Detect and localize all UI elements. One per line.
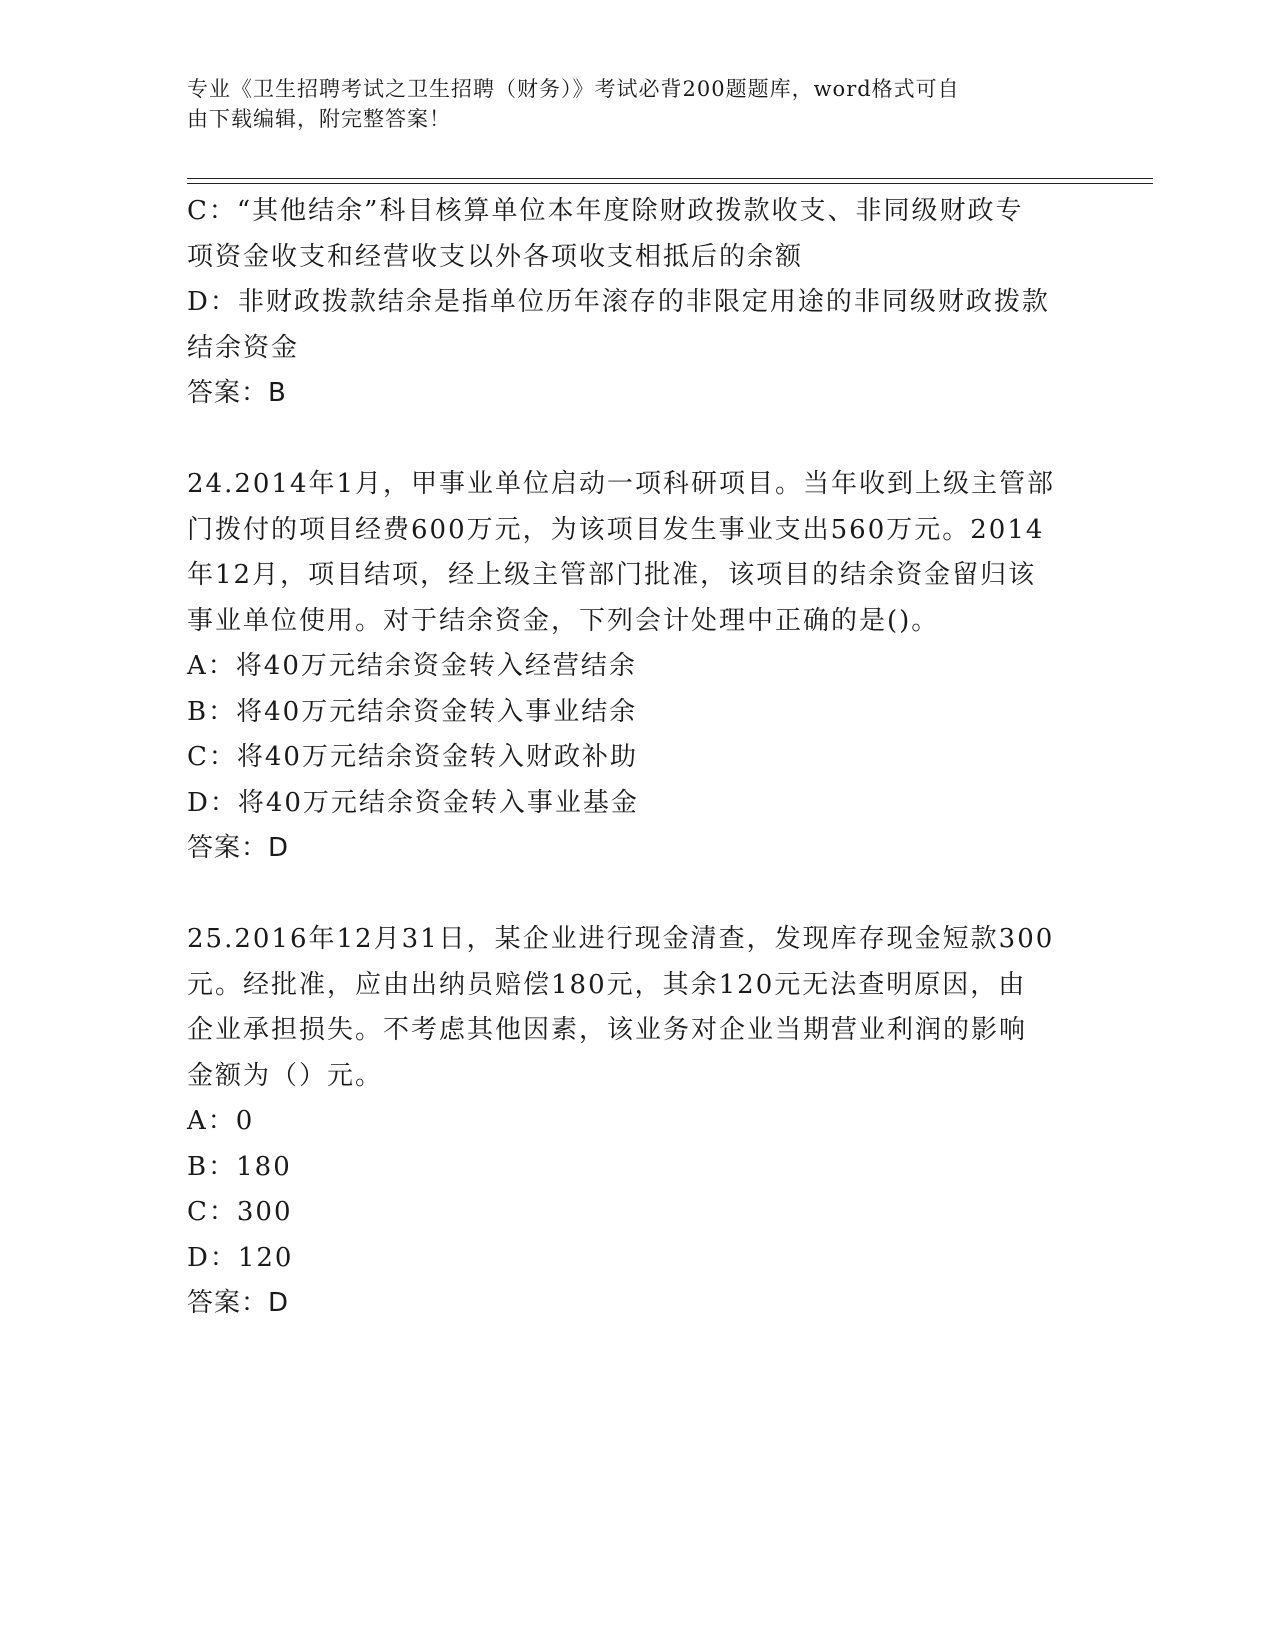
option-c-line-2: 项资金收支和经营收支以外各项收支相抵后的余额 <box>187 241 804 272</box>
question-25-line-3: 企业承担损失。不考虑其他因素，该业务对企业当期营业利润的影响 <box>187 1015 1028 1045</box>
question-25-line-1: 25.2016年12月31日，某企业进行现金清查，发现库存现金短款300 <box>187 924 1055 954</box>
question-24 <box>187 462 1087 872</box>
question-24-option-c: C：将40万元结余资金转入财政补助 <box>187 742 638 772</box>
question-24-option-b: B：将40万元结余资金转入事业结余 <box>187 696 638 727</box>
question-24-line-2: 门拨付的项目经费600万元，为该项目发生事业支出560万元。2014 <box>187 514 1045 545</box>
question-25-option-a: A：0 <box>187 1106 255 1136</box>
question-23-tail <box>187 189 1087 417</box>
question-25-option-c: C：300 <box>187 1197 293 1227</box>
header-line-1: 专业《卫生招聘考试之卫生招聘（财务）》考试必背200题题库，word格式可自 <box>187 77 960 101</box>
question-25-option-d: D：120 <box>187 1242 294 1273</box>
question-24-line-3: 年12月，项目结项，经上级主管部门批准，该项目的结余资金留归该 <box>187 560 1037 590</box>
question-25 <box>187 917 1087 1327</box>
answer-25: 答案：D <box>187 1288 290 1318</box>
header-divider-bottom <box>187 183 1153 184</box>
document-body <box>187 189 1087 1327</box>
question-24-line-4: 事业单位使用。对于结余资金，下列会计处理中正确的是()。 <box>187 605 940 636</box>
answer-23: 答案：B <box>187 378 287 408</box>
question-24-option-a: A：将40万元结余资金转入经营结余 <box>187 651 637 681</box>
option-c-line-1: C：“其他结余”科目核算单位本年度除财政拨款收支、非同级财政专 <box>187 196 1024 226</box>
spacer <box>187 417 1087 463</box>
question-25-option-b: B：180 <box>187 1151 292 1182</box>
question-24-line-1: 24.2014年1月，甲事业单位启动一项科研项目。当年收到上级主管部 <box>187 469 1056 499</box>
document-header <box>187 74 1067 134</box>
option-d-line-2: 结余资金 <box>187 332 300 363</box>
question-24-option-d: D：将40万元结余资金转入事业基金 <box>187 787 639 818</box>
question-25-line-2: 元。经批准，应由出纳员赔偿180元，其余120元无法查明原因，由 <box>187 969 1027 1000</box>
header-line-2: 由下载编辑，附完整答案！ <box>187 107 451 131</box>
question-25-line-4: 金额为（）元。 <box>187 1060 384 1091</box>
option-d-line-1: D：非财政拨款结余是指单位历年滚存的非限定用途的非同级财政拨款 <box>187 287 1050 317</box>
spacer <box>187 872 1087 918</box>
answer-24: 答案：D <box>187 833 290 863</box>
header-divider-top <box>187 178 1153 179</box>
